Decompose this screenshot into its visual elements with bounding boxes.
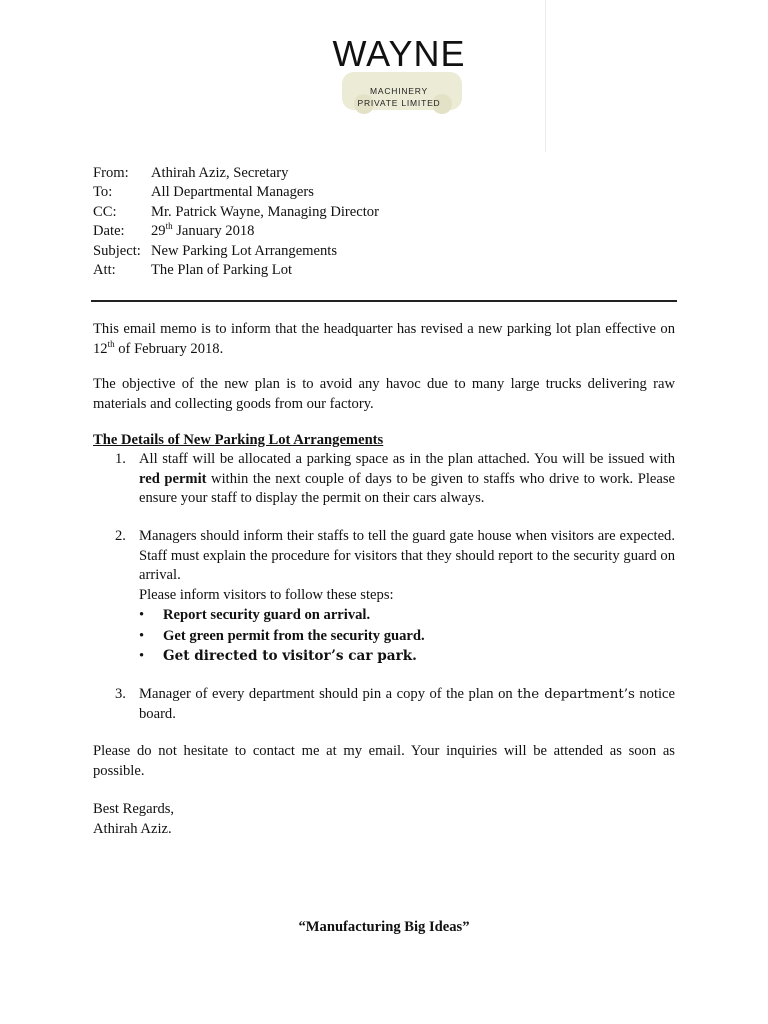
steps-list [139,606,675,668]
att-value: The Plan of Parking Lot [151,261,293,278]
bullet-icon: • [139,627,145,644]
list-item-2 [93,527,675,668]
item-1-number: 1. [115,451,126,467]
logo-title: WAYNE [332,33,466,74]
details-heading: The Details of New Parking Lot Arrangements [93,432,384,448]
logo-subtitle-line1: MACHINERY [369,86,429,96]
company-motto: “Manufacturing Big Ideas” [298,919,470,935]
subject-label: Subject: [93,242,141,259]
list-item-3 [93,685,675,724]
red-permit-text: red permit [139,470,207,487]
item-3-text-a: Manager of every department should pin a copy of the plan on [139,686,518,702]
intro-text-end: of February 2018. [114,340,224,357]
item-1-text-b: within the next couple of days to be given to staffs who drive to work. Please ensure your staff to display the permit on their cars always. [139,470,675,506]
item-2-text: Managers should inform their staffs to tell the guard gate house when visitors are expected. Staff must explain the procedure for visitors that they should report to the security guard on arrival. [139,528,675,583]
objective-paragraph: The objective of the new plan is to avoid any havoc due to many large trucks delivering raw materials and collecting goods from our factory. [93,376,675,412]
item-2-steps-intro: Please inform visitors to follow these steps: [139,586,394,603]
from-label: From: [93,165,129,181]
step-item [139,647,675,668]
intro-text: This email memo is to inform that the headquarter has revised a new parking lot plan effective on 12 [93,321,675,357]
subject-row [93,242,379,261]
step-3-text: Get directed to visitor’s car park. [163,648,417,664]
intro-paragraph [93,320,675,359]
item-1-text [139,450,675,509]
date-day: 29 [151,223,166,240]
bullet-icon: • [139,648,145,664]
step-1-text: Report security guard on arrival. [163,607,371,623]
to-row [93,183,379,202]
item-3-number: 3. [115,686,126,702]
item-2-number: 2. [115,528,126,544]
from-row [93,164,379,183]
list-item-1 [93,450,675,509]
to-value: All Departmental Managers [151,184,314,201]
date-month-year: January 2018 [172,223,255,240]
closing-paragraph: Please do not hesitate to contact me at my email. Your inquiries will be attended as soon as possible. [93,743,675,779]
subject-value: New Parking Lot Arrangements [151,242,338,259]
page-edge-line [545,0,546,152]
header-divider [91,300,677,302]
att-row [93,261,379,280]
company-logo [318,30,480,122]
date-value [151,222,254,242]
memo-header [93,164,379,280]
att-label: Att: [93,261,116,278]
step-item [139,627,675,648]
step-2-text: Get green permit from the security guard. [163,627,425,644]
signoff-name: Athirah Aziz. [93,821,172,837]
date-suffix: th [165,221,173,232]
date-label: Date: [93,223,125,240]
item-1-text-a: All staff will be allocated a parking space as in the plan attached. You will be issued with [139,451,675,467]
item-3-text-b: the department’s [517,687,635,702]
cc-label: CC: [93,203,117,220]
bullet-icon: • [139,607,145,623]
date-row [93,222,379,241]
cc-row [93,203,379,222]
from-value: Athirah Aziz, Secretary [151,165,289,181]
regards-line: Best Regards, [93,801,175,817]
logo-subtitle-line2: PRIVATE LIMITED [357,98,441,108]
step-item [139,606,675,627]
cc-value: Mr. Patrick Wayne, Managing Director [151,203,379,220]
item-3-text-c: notice board. [139,686,676,722]
intro-date-suffix: th [107,338,115,349]
to-label: To: [93,184,113,201]
item-3-text [139,685,675,724]
